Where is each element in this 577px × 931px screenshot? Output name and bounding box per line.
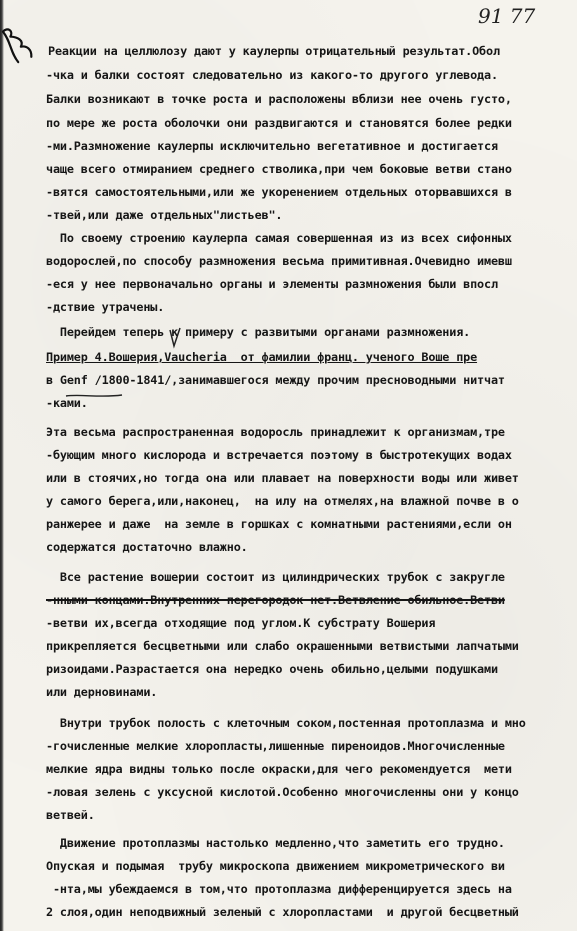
text-line: 2 слоя,один неподвижный зеленый с хлоропластами и другой бесцветный [46,905,519,919]
text-line: -ветви их,всегда отходящие под углом.К субстрату Вошерия [46,616,436,630]
text-line: прикрепляется бесцветными или слабо окрашенными ветвистыми лапчатыми [46,639,519,653]
text-line: -твей,или даже отдельных"листьев". [46,208,283,222]
text-line: -нными концами.Внутренних перегородок нет.Ветвление обильное.Ветви [46,593,505,607]
text-line: Эта весьма распространенная водоросль принадлежит к организмам,тре [46,425,505,439]
text-line: или дерновинами. [46,685,158,699]
archive-stamp [0,14,42,71]
text-line: по мере же роста оболочки они раздвигаются и становятся более редки [46,116,512,130]
text-line: чаще всего отмиранием среднего стволика,при чем боковые ветви стано [46,162,512,176]
text-line: ризоидами.Разрастается она нередко очень обильно,целыми подушками [46,662,498,676]
text-line: -чка и балки состоят следовательно из какого-то другого углевода. [46,68,498,82]
text-line: По своему строению каулерпа самая совершенная из из всех сифонных [46,231,512,245]
text-line: Опуская и подымая трубу микроскопа движением микрометрического ви [46,859,505,873]
text-line: водорослей,по способу размножения весьма примитивная.Очевидно имевш [46,254,512,268]
text-line: -вятся самостоятельными,или же укоренением отдельных оторвавшихся в [46,185,512,199]
text-line: Внутри трубок полость с клеточным соком,постенная протоплазма и мно [46,716,526,730]
text-line: -ми.Размножение каулерпы исключительно вегетативное и достигается [46,139,498,153]
text-line: Перейдем теперь к примеру с развитыми органами размножения. [46,325,471,339]
scan-edge [0,0,4,931]
text-line: мелкие ядра видны только после окраски,для чего рекомендуется мети [46,762,512,776]
text-line: -нта,мы убеждаемся в том,что протоплазма дифференцируется здесь на [46,882,512,896]
text-line: у самого берега,или,наконец, на илу на отмелях,на влажной почве в о [46,494,519,508]
text-line: -бующим много кислорода и встречается поэтому в быстротекущих водах [46,448,512,462]
text-line: или в стоячих,но тогда она или плавает на поверхности воды или живет [46,471,519,485]
text-line: Пример 4.Вошерия,Vaucheria от фамилии франц. ученого Воше пре [46,350,478,364]
text-line: -еся у нее первоначально органы и элементы размножения были впосл [46,277,498,291]
page-number: 91 77 [478,4,536,28]
text-line: Движение протоплазмы настолько медленно,что заметить его трудно. [46,836,505,850]
text-line: -дствие утрачены. [46,300,165,314]
text-line: -ками. [46,396,88,410]
text-line: содержатся достаточно влажно. [46,540,248,554]
text-line: -гочисленные мелкие хлоропласты,лишенные пиреноидов.Многочисленные [46,739,505,753]
text-line: Реакции на целлюлозу дают у каулерпы отрицательный результат.Обол [48,44,500,58]
text-line: Все растение вошерии состоит из цилиндрических трубок с закругле [46,570,505,584]
text-line: ранжерее и даже на земле в горшках с комнатными растениями,если он [46,517,512,531]
text-line: в Genf /1800-1841/,занимавшегося между прочим пресноводными нитчат [46,373,505,387]
text-line: Балки возникают в точке роста и расположены вблизи нее очень густо, [46,92,512,106]
text-line: ветвей. [46,808,95,822]
text-line: -ловая зелень с уксусной кислотой.Особенно многочисленны они у концо [46,785,519,799]
